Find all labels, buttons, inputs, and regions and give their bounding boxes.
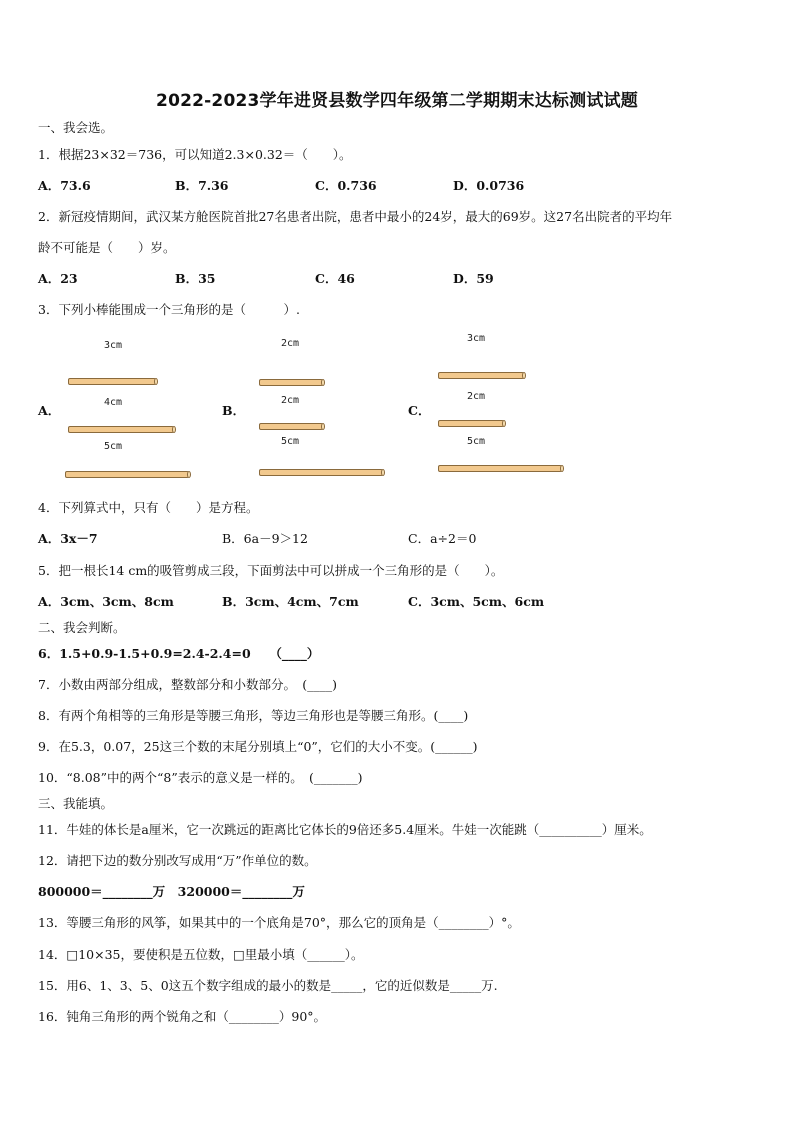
question-3: 3．下列小棒能围成一个三角形的是（ ）. bbox=[38, 302, 300, 317]
q3-c-stick-2 bbox=[438, 420, 504, 427]
q4-option-c[interactable]: C．a÷2＝0 bbox=[408, 531, 477, 546]
question-4: 4．下列算式中，只有（ ）是方程。 bbox=[38, 500, 259, 515]
question-8: 8．有两个角相等的三角形是等腰三角形，等边三角形也是等腰三角形。(____) bbox=[38, 708, 469, 723]
question-10: 10．“8.08”中的两个“8”表示的意义是一样的。 (_______) bbox=[38, 770, 363, 785]
q3-c-label-2: 2cm bbox=[467, 391, 486, 402]
q3-b-stick-1 bbox=[259, 379, 323, 386]
q2-option-b[interactable]: B．35 bbox=[175, 271, 216, 286]
question-13: 13．等腰三角形的风筝，如果其中的一个底角是70°，那么它的顶角是（________）°。 bbox=[38, 915, 520, 930]
q3-a-label-2: 4cm bbox=[104, 397, 123, 408]
question-16: 16．钝角三角形的两个锐角之和（________）90°。 bbox=[38, 1009, 327, 1024]
q3-b-label-3: 5cm bbox=[281, 436, 300, 447]
section-heading-judge: 二、我会判断。 bbox=[38, 620, 126, 635]
question-12-answers: 800000＝________万 320000＝________万 bbox=[38, 884, 305, 899]
q3-choice-c[interactable]: C． bbox=[408, 403, 431, 418]
q3-a-label-1: 3cm bbox=[104, 340, 123, 351]
q5-option-b[interactable]: B．3cm、4cm、7cm bbox=[222, 594, 359, 609]
q3-b-stick-3 bbox=[259, 469, 383, 476]
question-2-line-2: 龄不可能是（ ）岁。 bbox=[38, 240, 176, 255]
q3-a-stick-2 bbox=[68, 426, 174, 433]
q2-option-c[interactable]: C．46 bbox=[315, 271, 355, 286]
q3-b-stick-2 bbox=[259, 423, 323, 430]
question-2-line-1: 2．新冠疫情期间，武汉某方舱医院首批27名患者出院，患者中最小的24岁，最大的69岁。这27名出院者的平均年 bbox=[38, 209, 673, 224]
section-heading-fill: 三、我能填。 bbox=[38, 796, 114, 811]
q3-c-stick-1 bbox=[438, 372, 524, 379]
q3-b-label-1: 2cm bbox=[281, 338, 300, 349]
q4-option-a[interactable]: A．3x－7 bbox=[38, 531, 98, 546]
q3-a-stick-1 bbox=[68, 378, 156, 385]
section-heading-choose: 一、我会选。 bbox=[38, 120, 114, 135]
q3-c-label-3: 5cm bbox=[467, 436, 486, 447]
question-7: 7．小数由两部分组成，整数部分和小数部分。 (____) bbox=[38, 677, 337, 692]
question-14: 14．□10×35，要使积是五位数，□里最小填（______）。 bbox=[38, 947, 364, 962]
q3-a-stick-3 bbox=[65, 471, 189, 478]
q1-option-c[interactable]: C．0.736 bbox=[315, 178, 377, 193]
question-1: 1．根据23×32＝736，可以知道2.3×0.32＝（ ）。 bbox=[38, 147, 352, 162]
question-11: 11．牛娃的体长是a厘米，它一次跳远的距离比它体长的9倍还多5.4厘米。牛娃一次能跳（__________）厘米。 bbox=[38, 822, 652, 837]
q2-option-a[interactable]: A．23 bbox=[38, 271, 78, 286]
q2-option-d[interactable]: D．59 bbox=[453, 271, 494, 286]
q1-option-a[interactable]: A．73.6 bbox=[38, 178, 91, 193]
q3-choice-a[interactable]: A． bbox=[38, 403, 61, 418]
q3-a-label-3: 5cm bbox=[104, 441, 123, 452]
q5-option-a[interactable]: A．3cm、3cm、8cm bbox=[38, 594, 174, 609]
page-title: 2022-2023学年进贤县数学四年级第二学期期末达标测试试题 bbox=[156, 91, 638, 111]
question-9: 9．在5.3，0.07，25这三个数的末尾分别填上“0”，它们的大小不变。(______) bbox=[38, 739, 478, 754]
q1-option-d[interactable]: D．0.0736 bbox=[453, 178, 525, 193]
q1-option-b[interactable]: B．7.36 bbox=[175, 178, 229, 193]
question-6: 6．1.5+0.9-1.5+0.9=2.4-2.4=0 （____） bbox=[38, 646, 320, 661]
q5-option-c[interactable]: C．3cm、5cm、6cm bbox=[408, 594, 545, 609]
q3-c-label-1: 3cm bbox=[467, 333, 486, 344]
question-5: 5．把一根长14 cm的吸管剪成三段，下面剪法中可以拼成一个三角形的是（ ）。 bbox=[38, 563, 504, 578]
q3-choice-b[interactable]: B． bbox=[222, 403, 246, 418]
question-12: 12．请把下边的数分别改写成用“万”作单位的数。 bbox=[38, 853, 317, 868]
q4-option-b[interactable]: B．6a－9＞12 bbox=[222, 531, 308, 546]
q3-b-label-2: 2cm bbox=[281, 395, 300, 406]
question-15: 15．用6、1、3、5、0这五个数字组成的最小的数是_____，它的近似数是_____万. bbox=[38, 978, 498, 993]
q3-c-stick-3 bbox=[438, 465, 562, 472]
